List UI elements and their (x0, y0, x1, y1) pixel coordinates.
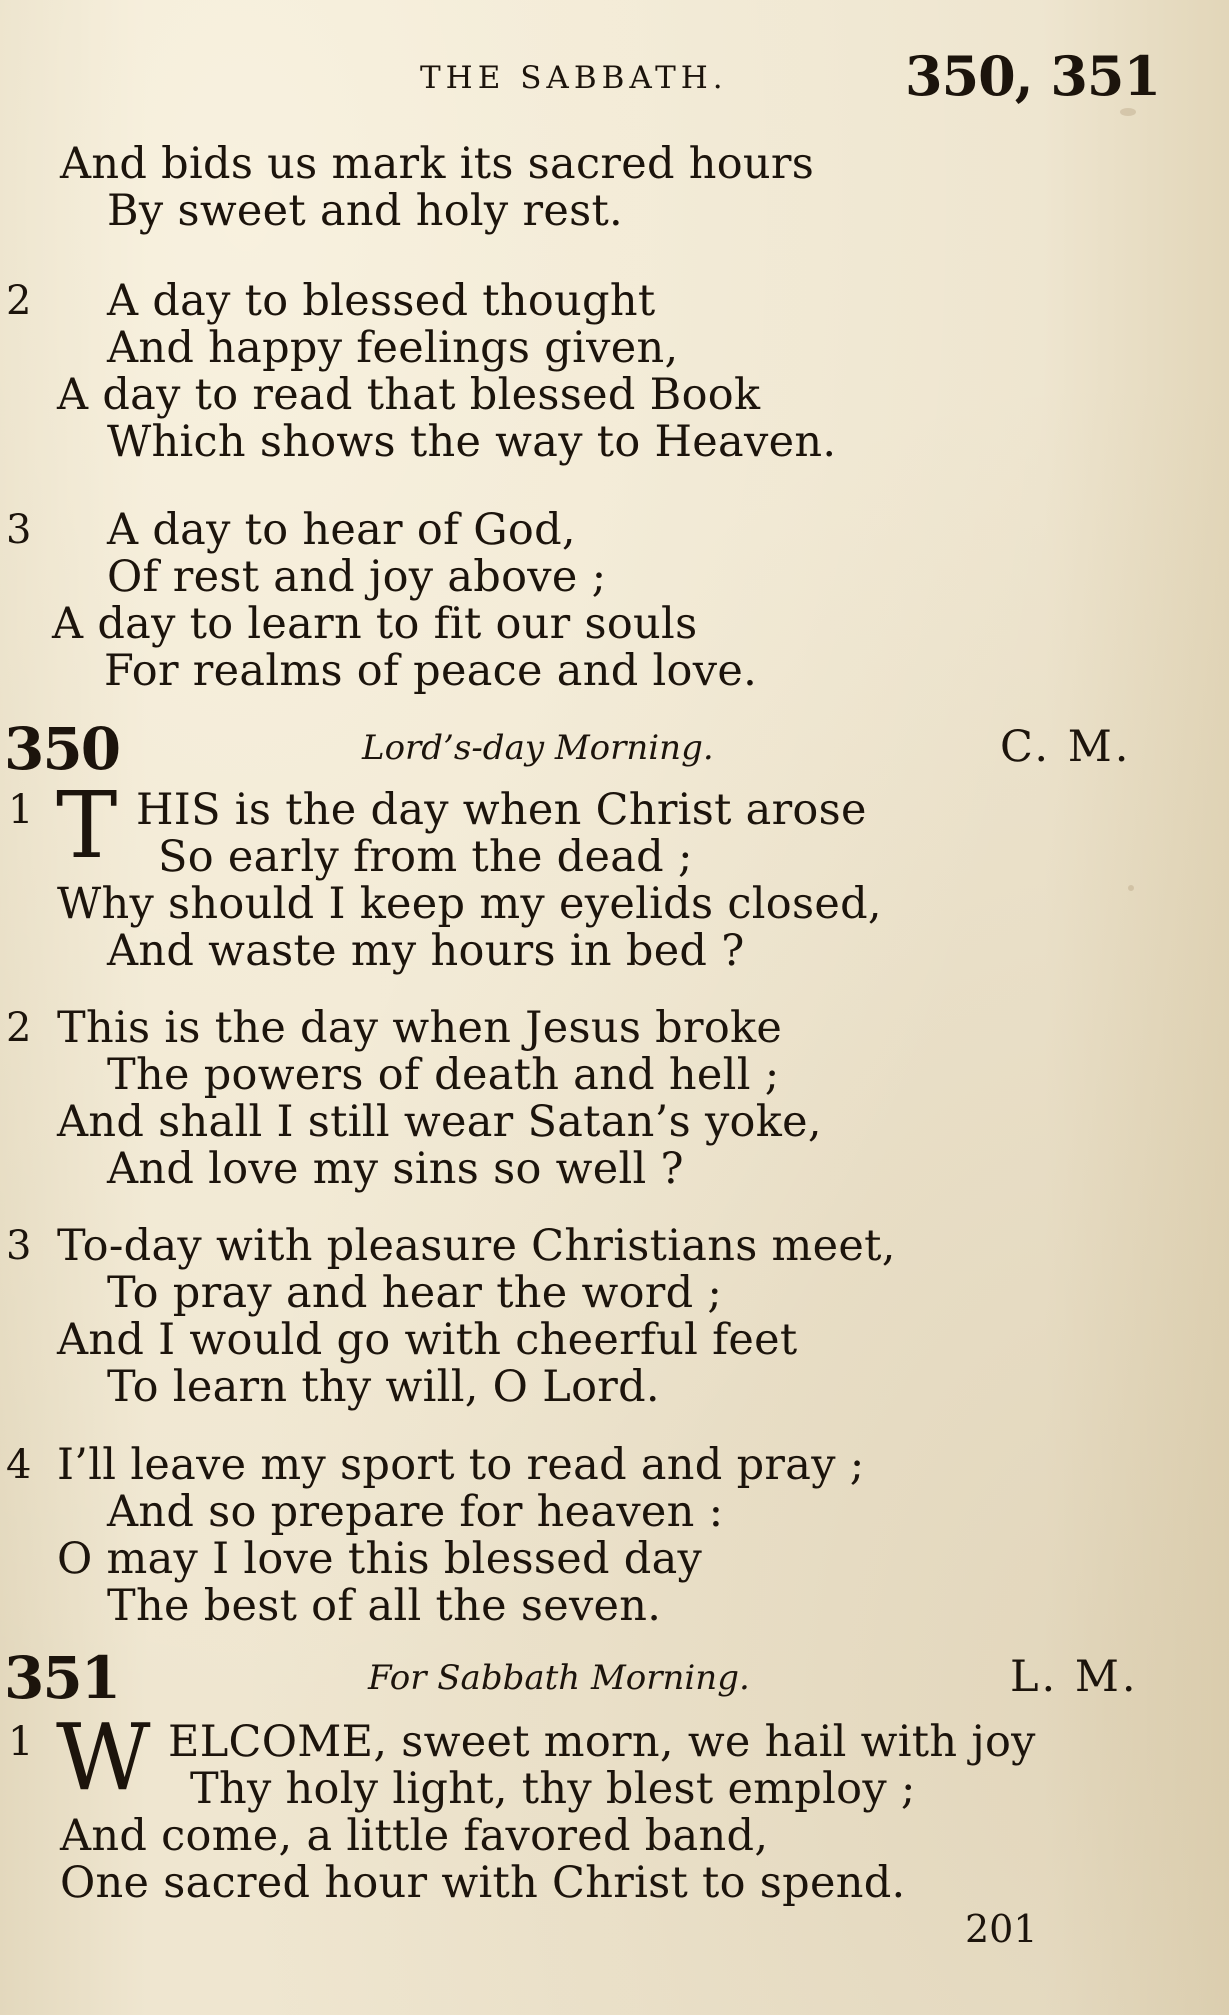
running-head: THE SABBATH. (420, 60, 728, 96)
verse-line: To learn thy will, O Lord. (107, 1362, 660, 1412)
verse-number: 2 (6, 1005, 32, 1051)
verse-line: And come, a little favored band, (60, 1811, 769, 1861)
verse-number: 4 (6, 1442, 32, 1488)
verse-line: And bids us mark its sacred hours (60, 139, 815, 189)
verse-number: 1 (8, 1719, 34, 1765)
verse-line: HIS is the day when Christ arose (136, 785, 867, 835)
verse-line: To pray and hear the word ; (107, 1268, 723, 1318)
verse-line: Of rest and joy above ; (107, 552, 607, 602)
verse-line: And love my sins so well ? (107, 1144, 684, 1194)
hymn-number: 351 (4, 1644, 120, 1712)
verse-line: And waste my hours in bed ? (107, 926, 745, 976)
verse-line: By sweet and holy rest. (107, 186, 624, 236)
verse-line: The best of all the seven. (107, 1581, 662, 1631)
hymn-title: For Sabbath Morning. (368, 1658, 750, 1698)
verse-line: A day to learn to fit our souls (52, 599, 698, 649)
verse-number: 3 (6, 1223, 32, 1269)
paper-speck (1128, 885, 1134, 891)
verse-line: Why should I keep my eyelids closed, (57, 879, 882, 929)
hymn-meter: L. M. (1010, 1652, 1139, 1702)
page-number: 201 (965, 1907, 1038, 1951)
verse-line: A day to blessed thought (107, 276, 656, 326)
drop-cap: W (56, 1704, 151, 1811)
paper-speck (1120, 108, 1136, 116)
verse-line: To-day with pleasure Christians meet, (57, 1221, 896, 1271)
verse-line: And happy feelings given, (107, 323, 679, 373)
verse-line: For realms of peace and love. (104, 646, 758, 696)
verse-line: The powers of death and hell ; (107, 1050, 780, 1100)
page-hymn-numbers: 350, 351 (905, 44, 1161, 108)
verse-line: So early from the dead ; (158, 832, 693, 882)
verse-number: 3 (6, 507, 32, 553)
verse-line: And so prepare for heaven : (107, 1487, 724, 1537)
verse-line: ELCOME, sweet morn, we hail with joy (168, 1717, 1036, 1767)
verse-line: O may I love this blessed day (57, 1534, 703, 1584)
verse-line: One sacred hour with Christ to spend. (60, 1858, 906, 1908)
verse-line: I’ll leave my sport to read and pray ; (57, 1440, 865, 1490)
verse-number: 2 (6, 278, 32, 324)
hymn-title: Lord’s-day Morning. (362, 728, 714, 768)
verse-line: Thy holy light, thy blest employ ; (190, 1764, 916, 1814)
verse-line: This is the day when Jesus broke (57, 1003, 783, 1053)
hymn-number: 350 (4, 715, 120, 783)
verse-line: And shall I still wear Satan’s yoke, (57, 1097, 822, 1147)
verse-line: A day to read that blessed Book (57, 370, 761, 420)
verse-line: A day to hear of God, (107, 505, 576, 555)
verse-line: Which shows the way to Heaven. (107, 417, 837, 467)
verse-line: And I would go with cheerful feet (57, 1315, 798, 1365)
drop-cap: T (56, 772, 118, 879)
verse-number: 1 (8, 787, 34, 833)
hymn-meter: C. M. (1000, 722, 1132, 772)
